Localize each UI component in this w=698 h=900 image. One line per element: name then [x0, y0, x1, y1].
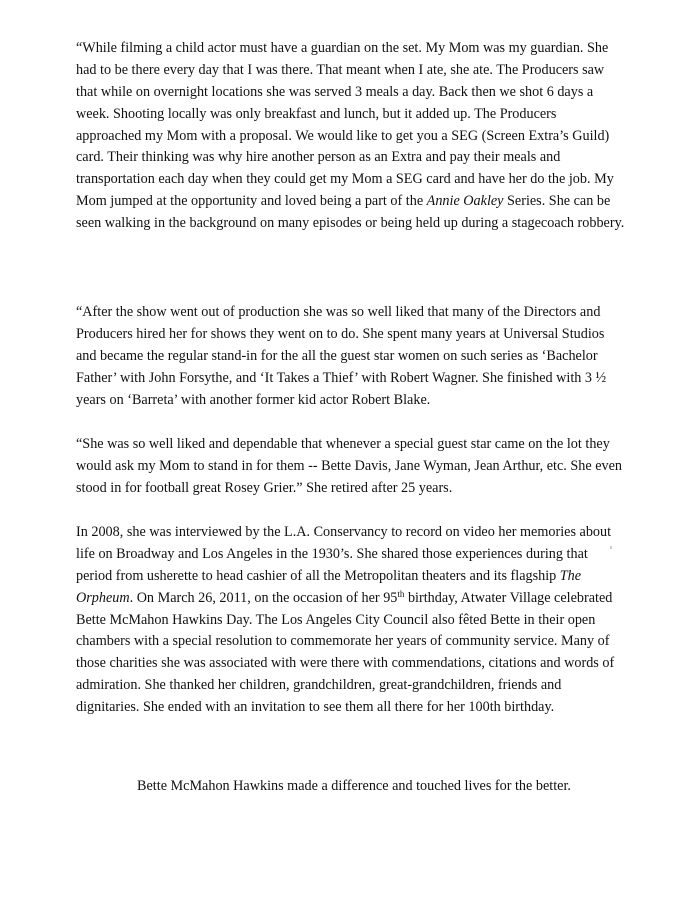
text-line: transportation each day when they could get my Mom a SEG card and have her do the job. My — [76, 171, 614, 188]
series-title-italic: Annie Oakley — [426, 193, 504, 210]
text-line: and became the regular stand-in for the all the guest star women on such series as ‘Bachelor — [76, 347, 598, 364]
text-run: . On March 26, 2011, on the occasion of her 95 — [129, 589, 398, 606]
text-line: Father’ with John Forsythe, and ‘It Takes a Thief’ with Robert Wagner. She finished with 3 ½ — [76, 369, 607, 386]
text-run: period from usherette to head cashier of all the Metropolitan theaters and its flagship — [76, 567, 560, 584]
text-line: those charities she was associated with were there with commendations, citations and words of — [76, 655, 615, 672]
text-line — [76, 566, 612, 588]
text-line: “While filming a child actor must have a guardian on the set. My Mom was my guardian. She — [76, 40, 609, 56]
text-line: “After the show went out of production she was so well liked that many of the Directors and — [76, 304, 601, 320]
text-line: week. Shooting locally was only breakfast and lunch, but it added up. The Producers — [76, 105, 557, 122]
text-line: would ask my Mom to stand in for them -- Bette Davis, Jane Wyman, Jean Arthur, etc. She even — [76, 457, 622, 474]
paragraph-production — [76, 302, 612, 411]
paragraph-stand-in — [76, 434, 622, 500]
text-line: had to be there every day that I was there. That meant when I ate, she ate. The Producers saw — [76, 61, 605, 78]
text-line: Producers hired her for shows they went on to do. She spent many years at Universal Studios — [76, 325, 605, 342]
text-line — [76, 191, 612, 213]
text-line: dignitaries. She ended with an invitation to see them all there for her 100th birthday. — [76, 699, 555, 716]
paragraph-guardian — [76, 38, 625, 235]
text-line: chambers with a special resolution to commemorate her years of community service. Many of — [76, 633, 610, 650]
text-line: life on Broadway and Los Angeles in the 1930’s. She shared those experiences during that — [76, 545, 588, 562]
ordinal-superscript: th — [397, 588, 405, 599]
text-line: “She was so well liked and dependable that whenever a special guest star came on the lot they — [76, 436, 610, 452]
closing-statement: Bette McMahon Hawkins made a difference and touched lives for the better. — [137, 778, 571, 794]
text-line: that while on overnight locations she was served 3 meals a day. Back then we shot 6 days a — [76, 83, 594, 100]
text-line: years on ‘Barreta’ with another former kid actor Robert Blake. — [76, 391, 431, 408]
theater-name-italic: Orpheum — [76, 589, 130, 606]
text-line: In 2008, she was interviewed by the L.A. Conservancy to record on video her memories about — [76, 524, 612, 540]
text-line: stood in for football great Rosey Grier.” She retired after 25 years. — [76, 479, 453, 496]
scan-speck — [610, 546, 612, 549]
text-run: Series. She can be — [503, 193, 611, 210]
text-run: Mom jumped at the opportunity and loved being a part of the — [76, 193, 427, 210]
text-line: admiration. She thanked her children, grandchildren, great-grandchildren, friends and — [76, 677, 562, 694]
text-line: card. Their thinking was why hire another person as an Extra and pay their meals and — [76, 149, 561, 166]
paragraph-conservancy — [76, 522, 615, 719]
text-run: birthday, Atwater Village celebrated — [404, 589, 613, 606]
text-line: seen walking in the background on many episodes or being held up during a stagecoach robbery. — [76, 215, 625, 232]
text-line: approached my Mom with a proposal. We would like to get you a SEG (Screen Extra’s Guild) — [76, 127, 610, 144]
text-line — [76, 588, 612, 610]
text-line: Bette McMahon Hawkins Day. The Los Angeles City Council also fêted Bette in their open — [76, 611, 596, 628]
theater-name-italic: The — [559, 567, 582, 584]
